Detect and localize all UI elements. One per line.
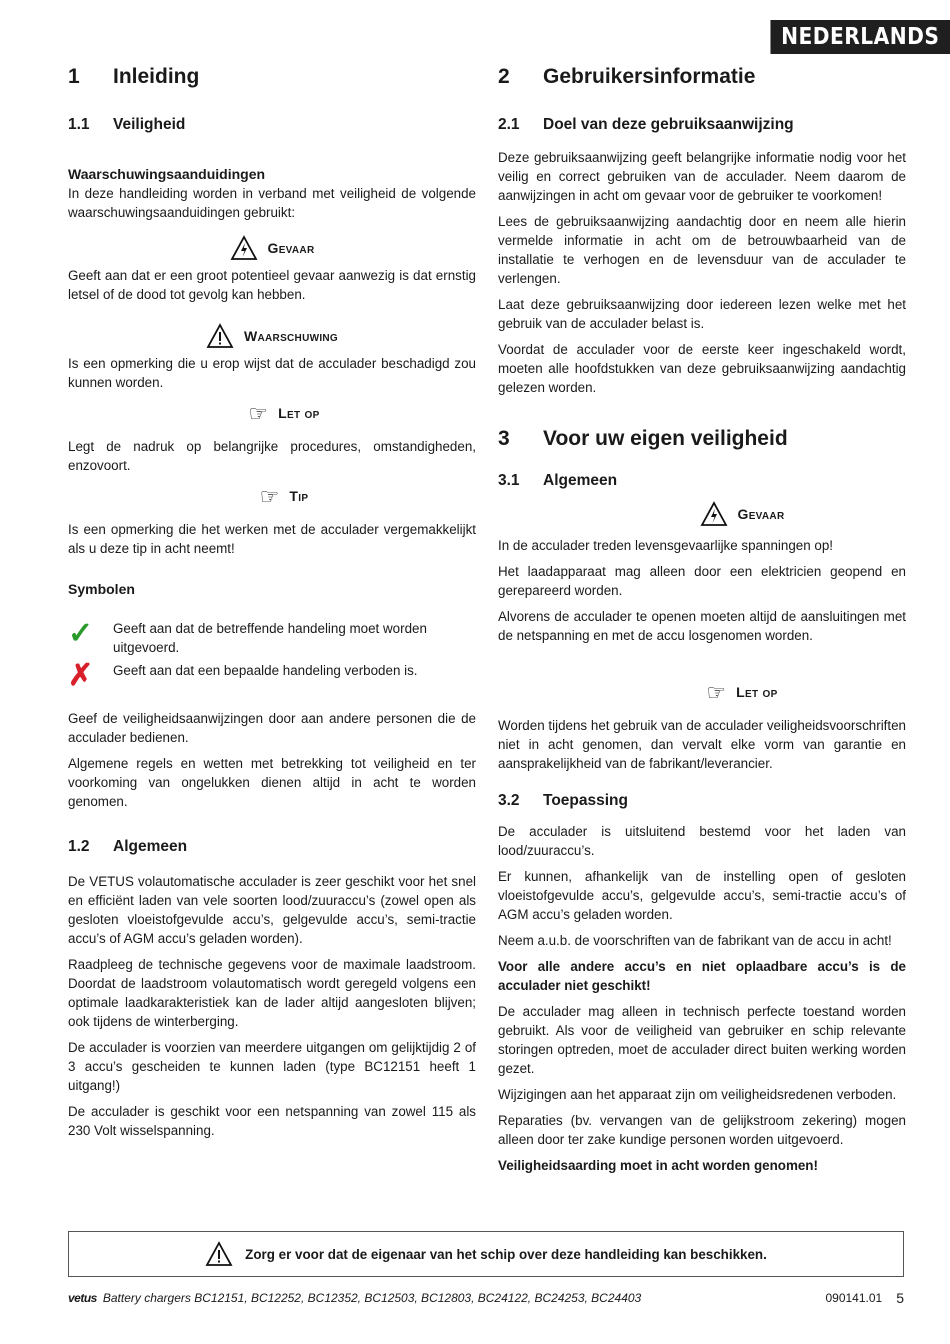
warning-icon	[205, 1241, 233, 1267]
paragraph: Reparaties (bv. vervangen van de gelijkstroom zekering) mogen alleen door ter zake kundige personen worden uitgevoerd.	[498, 1113, 906, 1147]
cross-icon: ✗	[68, 659, 94, 692]
warning-notice: Waarschuwing	[68, 318, 476, 354]
paragraph: Laat deze gebruiksaanwijzing door iedereen lezen welke met het gebruik van de acculader belast is.	[498, 297, 906, 331]
pointing-hand-icon: ☞	[259, 483, 280, 509]
paragraph: Het laadapparaat mag alleen door een elektricien geopend en gerepareerd worden.	[498, 564, 906, 598]
check-symbol-row: ✓ Geeft aan dat de betreffende handeling moet worden uitgevoerd.	[68, 617, 427, 655]
left-column	[68, 62, 476, 1147]
danger-notice: Gevaar	[498, 496, 906, 532]
subsection-heading: 3.2 Toepassing	[498, 792, 628, 809]
paragraph: Veiligheidsaarding moet in acht worden genomen!	[498, 1158, 818, 1173]
right-column	[498, 62, 906, 1182]
tip-notice: ☞ Tip	[259, 483, 309, 509]
paragraph: De acculader mag alleen in technisch perfecte toestand worden gebruikt. Als voor de veiligheid van gebruiker en schip relevante storingen optreden, moet de acculader direct buiten werking worden gezet.	[498, 1004, 906, 1076]
paragraph: De VETUS volautomatische acculader is zeer geschikt voor het snel en efficiënt laden van vele soorten lood/zuuraccu’s (zowel open als gesloten vloeistofgevulde accu’s, gelgevulde accu’s, semi-tractie accu’s of AGM accu’s geladen worden).	[68, 874, 476, 946]
paragraph: Is een opmerking die u erop wijst dat de acculader beschadigd zou kunnen worden.	[68, 356, 476, 390]
paragraph: In deze handleiding worden in verband met veiligheid de volgende waarschuwingsaanduidingen gebruikt:	[68, 186, 476, 220]
subsection-heading: 2.1 Doel van deze gebruiksaanwijzing	[498, 116, 794, 133]
paragraph: De acculader is voorzien van meerdere uitgangen om gelijktijdig 2 of 3 accu’s gescheiden te kunnen laden (type BC12151 heeft 1 uitgang!)	[68, 1040, 476, 1093]
paragraph: Is een opmerking die het werken met de acculader vergemakkelijkt als u deze tip in acht neemt!	[68, 522, 476, 556]
paragraph: Worden tijdens het gebruik van de acculader veiligheidsvoorschriften niet in acht genomen, dan vervalt elke vorm van garantie en aansprakelijkheid van de fabrikant/leverancier.	[498, 718, 906, 771]
section-heading: 2 Gebruikersinformatie	[498, 65, 756, 88]
warnings-heading: Waarschuwingsaanduidingen	[68, 166, 266, 182]
paragraph: Lees de gebruiksaanwijzing aandachtig door en neem alle hierin vermelde informatie in acht om de betrouwbaarheid van de installatie te verhogen en de levensduur van de acculader te verlengen.	[498, 214, 906, 286]
subsection-heading: 1.1 Veiligheid	[68, 116, 186, 133]
paragraph: In de acculader treden levensgevaarlijke spanningen op!	[498, 538, 833, 553]
section-heading: 3 Voor uw eigen veiligheid	[498, 427, 788, 450]
pointing-hand-icon: ☞	[248, 400, 269, 426]
owner-notice-text: Zorg er voor dat de eigenaar van het schip over deze handleiding kan beschikken.	[245, 1246, 767, 1262]
danger-icon	[700, 501, 728, 527]
paragraph: Wijzigingen aan het apparaat zijn om veiligheidsredenen verboden.	[498, 1087, 897, 1102]
attention-notice: ☞ Let op	[248, 400, 320, 426]
danger-notice: Gevaar	[68, 230, 476, 266]
page-number: 5	[896, 1290, 904, 1306]
checkmark-icon: ✓	[68, 617, 94, 650]
attention-notice: ☞ Let op	[706, 679, 778, 705]
paragraph: Deze gebruiksaanwijzing geeft belangrijke informatie nodig voor het veilig en correct gebruiken van de acculader. Neem daarom de aanwijzingen in acht om gevaar voor de gebruiker te voorkomen!	[498, 150, 906, 203]
subsection-heading: 1.2 Algemeen	[68, 838, 188, 855]
vetus-logo: vetus	[68, 1291, 97, 1305]
paragraph: Voordat de acculader voor de eerste keer ingeschakeld wordt, moeten alle hoofdstukken van deze gebruiksaanwijzing aandachtig gelezen worden.	[498, 342, 906, 395]
warning-icon	[206, 323, 234, 349]
danger-icon	[230, 235, 258, 261]
product-list: Battery chargers BC12151, BC12252, BC12352, BC12503, BC12803, BC24122, BC24253, BC24403	[102, 1291, 642, 1305]
paragraph: Alvorens de acculader te openen moeten altijd de aansluitingen met de netspanning en met de accu losgenomen worden.	[498, 609, 906, 643]
paragraph: De acculader is uitsluitend bestemd voor het laden van lood/zuuraccu’s.	[498, 824, 906, 858]
subsection-heading: 3.1 Algemeen	[498, 472, 618, 489]
paragraph: Raadpleeg de technische gegevens voor de maximale laadstroom. Doordat de laadstroom volautomatisch wordt geregeld volgens een optimale laadkarakteristiek kan de lader altijd aangesloten blijven; ook tijdens de winterberging.	[68, 957, 476, 1029]
pointing-hand-icon: ☞	[706, 679, 727, 705]
paragraph: Voor alle andere accu’s en niet oplaadbare accu’s is de acculader niet geschikt!	[498, 959, 906, 993]
language-tab: NEDERLANDS	[770, 20, 950, 54]
paragraph: Er kunnen, afhankelijk van de instelling open of gesloten vloeistofgevulde accu’s, gelgevulde accu’s, semi-tractie accu’s of AGM accu’s geladen worden.	[498, 869, 906, 922]
section-heading: 1 Inleiding	[68, 65, 200, 88]
owner-notice-box	[68, 1231, 904, 1277]
paragraph: Algemene regels en wetten met betrekking tot veiligheid en ter voorkoming van ongelukken dienen altijd in acht te worden genomen.	[68, 756, 476, 809]
page-footer	[68, 1287, 904, 1309]
paragraph: Legt de nadruk op belangrijke procedures, omstandigheden, enzovoort.	[68, 439, 476, 473]
paragraph: De acculader is geschikt voor een netspanning van zowel 115 als 230 Volt wisselspanning.	[68, 1104, 476, 1138]
symbols-heading: Symbolen	[68, 581, 135, 597]
cross-symbol-row: ✗ Geeft aan dat een bepaalde handeling verboden is.	[68, 659, 418, 692]
document-code: 090141.01	[825, 1291, 883, 1305]
paragraph: Neem a.u.b. de voorschriften van de fabrikant van de accu in acht!	[498, 933, 892, 948]
paragraph: Geef de veiligheidsaanwijzingen door aan andere personen die de acculader bedienen.	[68, 711, 476, 745]
paragraph: Geeft aan dat er een groot potentieel gevaar aanwezig is dat ernstig letsel of de dood tot gevolg kan hebben.	[68, 268, 476, 302]
